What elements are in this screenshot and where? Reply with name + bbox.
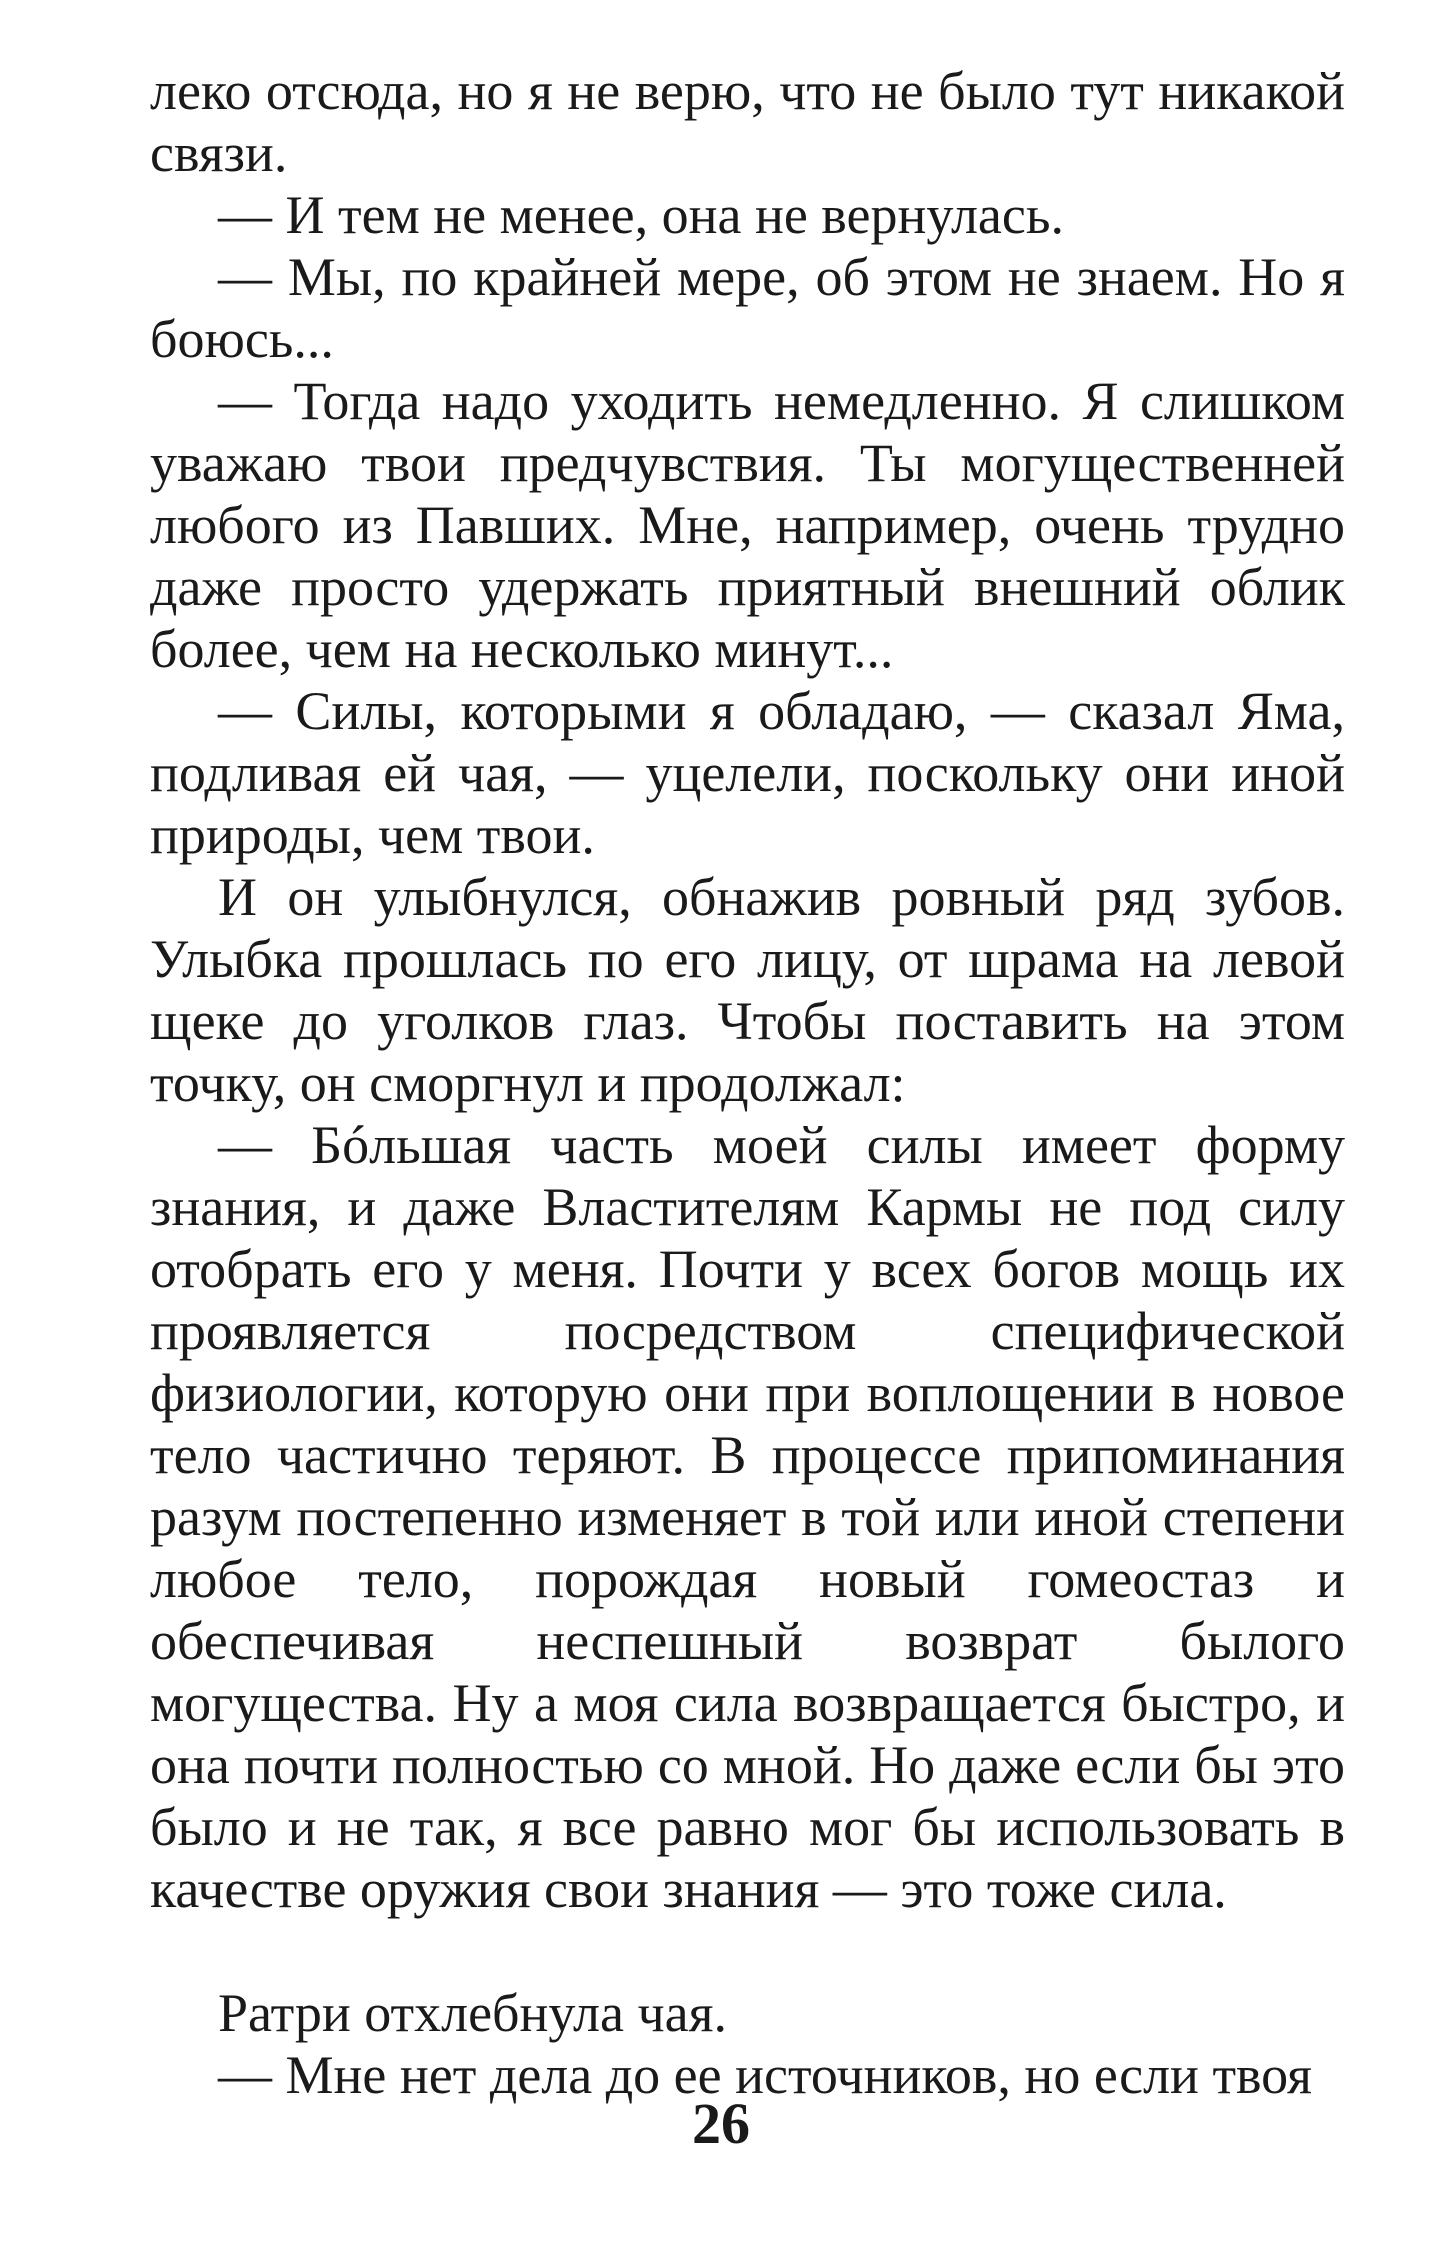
paragraph-6: И он улыбнулся, обнажив ровный ряд зубов. Улыбка прошлась по его лицу, от шрама на левой щеке до уголков глаз. Чтобы поставить на этом точку, он сморгнул и продолжал:	[150, 867, 1345, 1113]
paragraph-4: — Тогда надо уходить немедленно. Я слишком уважаю твои предчувствия. Ты могущественней любого из Павших. Мне, например, очень трудно даже просто удержать приятный внешний облик более, чем на несколько минут...	[150, 371, 1345, 679]
paragraph-7: — Бóльшая часть моей силы имеет форму знания, и даже Властителям Кармы не под силу отобрать его у меня. Почти у всех богов мощь их проявляется посредством специфической физиологии, которую они при воплощении в новое тело частично теряют. В процессе припоминания разум постепенно изменяет в той или иной степени любое тело, порождая новый гомеостаз и обеспечивая неспешный возврат былого могущества. Ну а моя сила возвращается быстро, и она почти полностью со мной. Но даже если бы это было и не так, я все равно мог бы использовать в качестве оружия свои знания — это тоже сила.	[150, 1115, 1345, 1919]
paragraph-5: — Силы, которыми я обладаю, — сказал Яма, подливая ей чая, — уцелели, поскольку они иной природы, чем твои.	[150, 681, 1345, 865]
paragraph-2: — И тем не менее, она не вернулась.	[218, 185, 1064, 245]
paragraph-3: — Мы, по крайней мере, об этом не знаем. Но я боюсь...	[150, 247, 1345, 369]
paragraph-9: — Мне нет дела до ее источников, но если твоя	[218, 2045, 1312, 2105]
page-body	[150, 60, 1345, 2106]
paragraph-8: Ратри отхлебнула чая.	[218, 1983, 727, 2043]
paragraph-1: леко отсюда, но я не верю, что не было тут никакой связи.	[150, 61, 1345, 183]
page-number: 26	[692, 2091, 750, 2156]
